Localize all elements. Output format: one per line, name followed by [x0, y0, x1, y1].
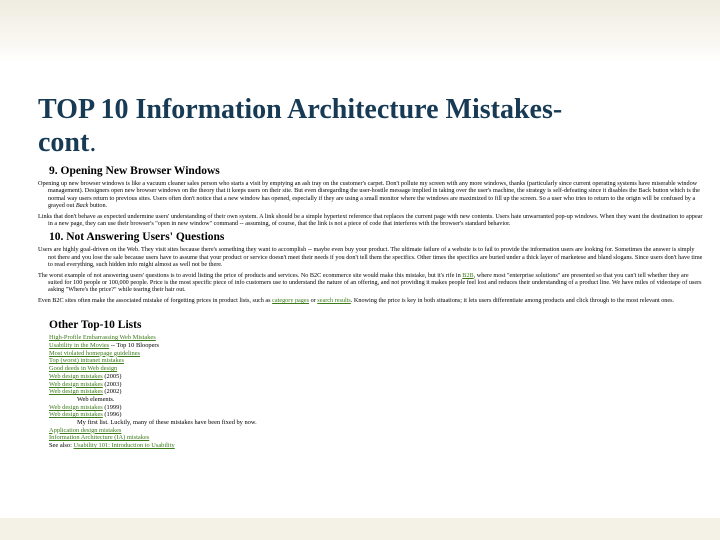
list-link[interactable]: Application design mistakes: [49, 426, 122, 434]
list-link[interactable]: Web design mistakes: [49, 372, 103, 380]
list-item: [49, 373, 703, 381]
list-link[interactable]: Good deeds in Web design: [49, 365, 118, 373]
section-10-p2-start: The worst example of not answering users' questions is to avoid listing the price of products and services. No B2C ecommerce site would make this mistake, but it's rife in: [38, 271, 461, 279]
list-item-text: -- Top 10 Bloopers: [110, 341, 160, 349]
slide-title-period: .: [89, 126, 97, 158]
section-10-heading: 10. Not Answering Users' Questions: [49, 231, 225, 244]
list-item: [49, 342, 703, 350]
search-results-link[interactable]: search results: [317, 296, 351, 304]
list-item-text: (2003): [104, 380, 122, 388]
list-item: [49, 365, 703, 373]
b2b-link[interactable]: B2B: [462, 271, 474, 279]
section-10-paragraph-2: [38, 272, 703, 294]
list-item: [49, 350, 703, 358]
list-item: [49, 434, 703, 442]
section-10-paragraph-1: Users are highly goal-driven on the Web. They visit sites because there's something they want to accomplish -- maybe even buy your product. The ultimate failure of a website is to fail to provide the information users are looking for. Sometimes the answer is simply not there and you lose the sale because users have to assume that your product or service doesn't meet their needs if you don't tell them the specifics. Other times the specifics are buried under a thick layer of marketese and bland slogans. Since users don't have time to read everything, such hidden info might almost as well not be there.: [38, 246, 703, 269]
list-item: [49, 388, 703, 403]
section-9-p1-end: button.: [89, 202, 108, 210]
list-item: [49, 404, 703, 412]
top-10-lists: [49, 334, 703, 450]
list-link[interactable]: Information Architecture (IA) mistakes: [49, 434, 150, 442]
list-item: [49, 357, 703, 365]
list-link[interactable]: Most violated homepage guidelines: [49, 349, 141, 357]
section-10-p3-mid: or: [310, 296, 316, 304]
list-item-text: See also:: [49, 442, 74, 450]
list-link[interactable]: Usability in the Movies: [49, 341, 110, 349]
list-item-text: (2005): [104, 372, 122, 380]
other-lists-heading: Other Top-10 Lists: [49, 319, 142, 332]
list-link[interactable]: Usability 101: Introduction to Usability: [73, 442, 175, 450]
list-link[interactable]: Web design mistakes: [49, 411, 103, 419]
section-10-p3-start: Even B2C sites often make the associated mistake of forgetting prices in product lists, such as: [38, 296, 271, 304]
list-item: [49, 411, 703, 426]
section-9-heading: 9. Opening New Browser Windows: [49, 165, 220, 177]
section-10-p2-end: , where most "enterprise solutions" are presented so that you can't tell whether they are suited for 100 people or 100,000 people. Price is the most specific piece of info customers use to understand the nature of an offering, and not providing it makes people feel lost and reduces their understanding of a product line. We have miles of videotape of users asking "Where's the price?" while tearing their hair out.: [48, 271, 702, 294]
slide-title-cont: cont: [38, 126, 90, 158]
list-item-note: My first list. Luckily, many of these mistakes have been fixed by now.: [77, 419, 257, 427]
section-10-paragraph-3: [38, 297, 703, 304]
slide-title-main: TOP 10 Information Architecture Mistakes-: [38, 93, 563, 125]
list-item: [49, 381, 703, 389]
list-item: [49, 442, 703, 450]
list-link[interactable]: High-Profile Embarrassing Web Mistakes: [49, 334, 156, 342]
back-italic: Back: [75, 202, 89, 210]
category-pages-link[interactable]: category pages: [272, 296, 310, 304]
slide-content: [38, 162, 703, 522]
top-band: [0, 0, 720, 62]
list-link[interactable]: Top (worst) intranet mistakes: [49, 357, 124, 365]
section-10-p3-end: . Knowing the price is key in both situations; it lets users differentiate among products and click through to the most relevant ones.: [350, 296, 675, 304]
list-item: [49, 334, 703, 342]
section-9-paragraph-2: Links that don't behave as expected undermine users' understanding of their own system. A link should be a simple hypertext reference that replaces the current page with new contents. Users hate unwarranted pop-up windows. When they want the destination to appear in a new page, they can use their browser's "open in new window" command -- assuming, of course, that the link is not a piece of code that interferes with the browser's standard behavior.: [38, 212, 703, 228]
list-link[interactable]: Web design mistakes: [49, 380, 103, 388]
section-9-paragraph-1: [38, 180, 703, 210]
list-item: [49, 427, 703, 435]
list-link[interactable]: Web design mistakes: [49, 388, 103, 396]
list-item-text: (1996): [104, 411, 122, 419]
section-9-p1-text: Opening up new browser windows is like a vacuum cleaner sales person who starts a visit by emptying an ash tray on the customer's carpet. Don't pollute my screen with any more windows, thanks (particularly since current operating systems have miserable window management). Designers open new browser windows on the theory that it keeps users on their site. But even disregarding the user-hostile message implied in taking over the user's machine, the strategy is self-defeating since it disables the Back button which is the normal way users return to previous sites. Users often don't notice that a new window has opened, especially if they are using a small monitor where the windows are maximized to fill up the screen. So a user who tries to return to the origin will be confused by a grayed out: [38, 180, 700, 210]
list-link[interactable]: Web design mistakes: [49, 403, 103, 411]
slide-title: [38, 93, 688, 159]
list-item-note: Web elements.: [77, 395, 115, 403]
list-item-text: (2002): [104, 388, 122, 396]
list-item-text: (1999): [104, 403, 122, 411]
